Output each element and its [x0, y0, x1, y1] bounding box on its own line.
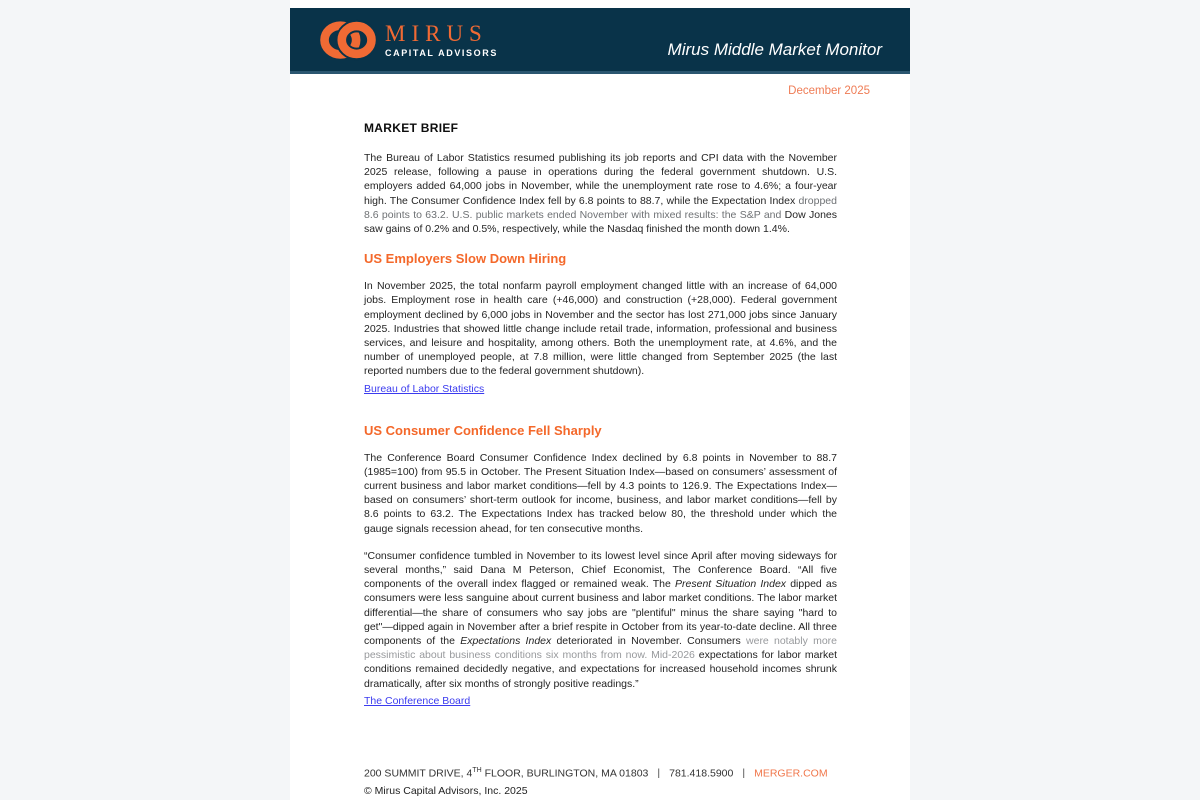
newsletter-title: Mirus Middle Market Monitor	[667, 40, 882, 59]
street-address: TH	[472, 766, 482, 774]
text-run: Expectations Index	[460, 635, 552, 648]
footer	[364, 767, 837, 798]
bureau-of-labor-statistics-link[interactable]: Bureau of Labor Statistics	[364, 382, 485, 395]
newsletter-page	[290, 0, 910, 800]
interlocking-rings-icon	[320, 17, 376, 63]
text-run: In November 2025, the total nonfarm payroll employment changed little with an increase of 64,000 jobs. Employment rose in health care (+46,000) and construction (+28,000). Federal government employment declined by 6,000 jobs in November and the sector has lost 271,000 jobs since January 2025. Industries that showed little change include retail trade, information, professional and business services, and leisure and hospitality, among others. Both the unemployment rate, at 4.6%, and the number of unemployed people, at 7.8 million, were little changed from September 2025 (the last reported numbers due to the federal government shutdown).	[364, 280, 837, 378]
employers-section-heading: US Employers Slow Down Hiring	[364, 251, 567, 267]
brand-tagline: CAPITAL ADVISORS	[385, 47, 498, 58]
header-bar	[290, 8, 910, 74]
text-run: were notably more pessimistic about business conditions six months from now. Mid-2026	[364, 635, 837, 662]
mirus-logo	[320, 17, 498, 63]
conference-board-link[interactable]: The Conference Board	[364, 694, 471, 707]
text-run: expectations for labor market conditions remained decidedly negative, and expectations for increased household incomes shrunk dramatically, after six months of strongly positive readings.”	[364, 649, 837, 690]
text-run: The Bureau of Labor Statistics resumed publishing its job reports and CPI data with the November 2025 release, following a pause in operations during the federal government shutdown. U.S. employers added 64,000 jobs in November, while the unemployment rate rose to 4.6%; a four-year high. The Consumer Confidence Index fell by 6.8 points to 88.7, while the Expectation Index	[364, 152, 837, 207]
street-address: FLOOR, BURLINGTON, MA 01803	[481, 767, 649, 779]
market-brief-paragraph	[364, 151, 837, 236]
text-run: deteriorated in November. Consumers	[551, 635, 747, 648]
separator: |	[657, 767, 661, 779]
phone-number: 781.418.5900	[669, 767, 734, 779]
separator: |	[742, 767, 746, 779]
text-run: Present Situation Index	[675, 578, 787, 591]
market-brief-heading: MARKET BRIEF	[364, 121, 459, 135]
text-run: Dow Jones saw gains of 0.2% and 0.5%, respectively, while the Nasdaq finished the month down 1.4%.	[364, 208, 838, 236]
employers-paragraph	[364, 279, 837, 378]
issue-date: December 2025	[788, 85, 870, 97]
confidence-paragraph-2	[364, 549, 837, 691]
copyright-line: © Mirus Capital Advisors, Inc. 2025	[364, 785, 528, 797]
logo-text	[385, 22, 498, 58]
contact-line	[364, 767, 837, 780]
street-address: 200 SUMMIT DRIVE, 4	[364, 767, 473, 779]
confidence-section-heading: US Consumer Confidence Fell Sharply	[364, 422, 602, 438]
newsletter-body	[290, 121, 910, 709]
confidence-paragraph-1	[364, 451, 837, 536]
text-run: dropped 8.6 points to 63.2. U.S. public markets ended November with mixed results: the S&P and	[364, 194, 837, 221]
text-run: The Conference Board Consumer Confidence Index declined by 6.8 points in November to 88.7 (1985=100) from 95.5 in October. The Present Situation Index—based on consumers’ assessment of current business and labor market conditions—fell by 4.3 points to 126.9. The Expectations Index—based on consumers’ short-term outlook for income, business, and labor market conditions—fell by 8.6 points to 63.2. The Expectations Index has tracked below 80, the threshold under which the gauge signals recession ahead, for ten consecutive months.	[364, 451, 837, 535]
text-run: dipped as consumers were less sanguine about current business and labor market conditions. The labor market differential—the share of consumers who say jobs are "plentiful" minus the share saying "hard to get"—dipped again in November after a brief respite in October from its year-to-date decline. All three components of the	[364, 578, 837, 648]
brand-name: MIRUS	[385, 20, 488, 46]
merger-com-link[interactable]: MERGER.COM	[754, 767, 828, 779]
text-run: “Consumer confidence tumbled in November to its lowest level since April after moving sideways for several months,” said Dana M Peterson, Chief Economist, The Conference Board. “All five components of the overall index flagged or remained weak. The	[364, 549, 837, 591]
